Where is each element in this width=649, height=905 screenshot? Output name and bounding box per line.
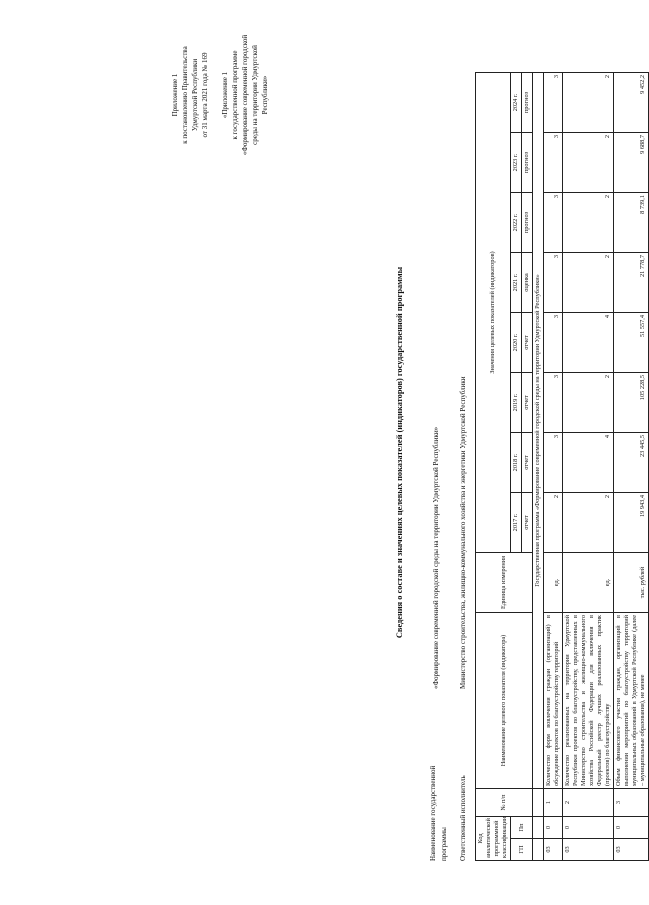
cell-pp: 0 [614, 817, 649, 839]
header-line: Республики» [261, 75, 269, 115]
header-line: Приложение 1 [171, 73, 179, 117]
cell-value: 3 [544, 373, 563, 433]
cell-pp: 0 [563, 817, 614, 839]
year-header: 2018 г. [511, 433, 522, 493]
cell-unit: ед. [544, 553, 563, 613]
cell-value: 4 [563, 313, 614, 373]
program-banner-row [533, 72, 544, 860]
cell-gp: 03 [563, 839, 614, 861]
cell-unit: ед. [563, 553, 614, 613]
cell-value: 19 943,4 [614, 493, 649, 553]
status-header: отчет [522, 313, 533, 373]
header-line: среды на территории Удмуртской [251, 45, 259, 145]
header-line: от 31 марта 2021 года № 169 [201, 52, 209, 138]
cell-name: Количество реализованных на территории Удмуртской Республики проектов по благоустройству, представленных в Министерство строительства и жилищно-коммунального хозяйства Российской Федерации для включения в Федеральный реестр лучших реализованных практик (проектов) по благоустройству [563, 613, 614, 789]
cell-value: 2 [544, 493, 563, 553]
cell-value: 2 [563, 72, 614, 132]
cell-value: 2 [563, 493, 614, 553]
cell-value: 3 [544, 313, 563, 373]
year-header: 2019 г. [511, 373, 522, 433]
status-header: отчет [522, 493, 533, 553]
cell-pp: 0 [544, 817, 563, 839]
header-line: Удмуртской Республики [191, 58, 199, 132]
status-header: отчет [522, 373, 533, 433]
col-num: № п/п [476, 789, 533, 817]
cell-value: 3 [544, 433, 563, 493]
cell-value: 3 [544, 133, 563, 193]
cell-value: 3 [544, 72, 563, 132]
table-row [544, 72, 563, 860]
cell-value: 2 [563, 133, 614, 193]
year-header: 2024 г. [511, 72, 522, 132]
cell-value: 51 557,4 [614, 313, 649, 373]
col-pp: Пп [511, 817, 533, 839]
status-header: прогноз [522, 133, 533, 193]
program-label-line: Наименование государственной [429, 765, 437, 861]
col-name: Наименование целевого показателя (индикатора) [476, 613, 533, 789]
year-header: 2022 г. [511, 193, 522, 253]
cell-value: 2 [563, 373, 614, 433]
cell-value: 2 [563, 193, 614, 253]
cell-gp: 03 [614, 839, 649, 861]
cell-num: 1 [544, 789, 563, 817]
cell-value: 9 688,7 [614, 133, 649, 193]
header-line: к постановлению Правительства [181, 46, 189, 144]
executor-label: Ответственный исполнитель [459, 775, 467, 861]
cell-value: 105 228,5 [614, 373, 649, 433]
document-title: Сведения о составе и значениях целевых показателей (индикаторов) государственной программы [395, 266, 404, 639]
program-name: «Формирование современной городской среды на территории Удмуртской Республики» [432, 426, 440, 689]
cell-num: 3 [614, 789, 649, 817]
cell-value: 21 778,7 [614, 253, 649, 313]
indicators-table [475, 72, 649, 861]
status-header: оценка [522, 253, 533, 313]
cell-num: 2 [563, 789, 614, 817]
col-values: Значения целевых показателей (индикаторов) [476, 72, 511, 552]
header-line: «Формирование современной городской [241, 34, 249, 156]
cell-name: Количество форм вовлечения граждан (организаций) в обсуждение проектов по благоустройству территорий [544, 613, 563, 789]
appendix-header [170, 20, 270, 170]
cell-unit: тыс. рублей [614, 553, 649, 613]
cell-value: 23 445,5 [614, 433, 649, 493]
cell-value: 3 [544, 253, 563, 313]
table-row [563, 72, 614, 860]
year-header: 2021 г. [511, 253, 522, 313]
table-header-row [476, 72, 511, 860]
program-label [428, 701, 450, 861]
cell-value: 3 [544, 193, 563, 253]
col-gp: ГП [511, 839, 533, 861]
header-line: к государственной программе [231, 50, 239, 140]
cell-name: Объем финансового участия граждан, организаций в выполнении мероприятий по благоустройству территорий муниципальных образований в Удмуртской Республике (далее – муниципальные образования), не менее [614, 613, 649, 789]
year-header: 2023 г. [511, 133, 522, 193]
program-label-line: программы [440, 827, 448, 861]
header-line: «Приложение 1 [221, 71, 229, 119]
status-header: прогноз [522, 193, 533, 253]
cell-value: 8 739,1 [614, 193, 649, 253]
program-banner: Государственная программа «Формирование современной городской среды на территории Удмуртской Республики» [533, 72, 544, 788]
header-line [210, 20, 220, 170]
cell-value: 4 [563, 433, 614, 493]
cell-value: 2 [563, 253, 614, 313]
cell-gp: 03 [544, 839, 563, 861]
executor-name: Министерство строительства, жилищно-коммунального хозяйства и энергетики Удмуртской Республики [459, 376, 467, 689]
status-header: прогноз [522, 72, 533, 132]
cell-value: 9 452,2 [614, 72, 649, 132]
year-header: 2017 г. [511, 493, 522, 553]
table-row [614, 72, 649, 860]
year-header: 2020 г. [511, 313, 522, 373]
col-code: Код аналитической программной классификации [476, 817, 511, 861]
status-header: отчет [522, 433, 533, 493]
col-unit: Единица измерения [476, 553, 533, 613]
